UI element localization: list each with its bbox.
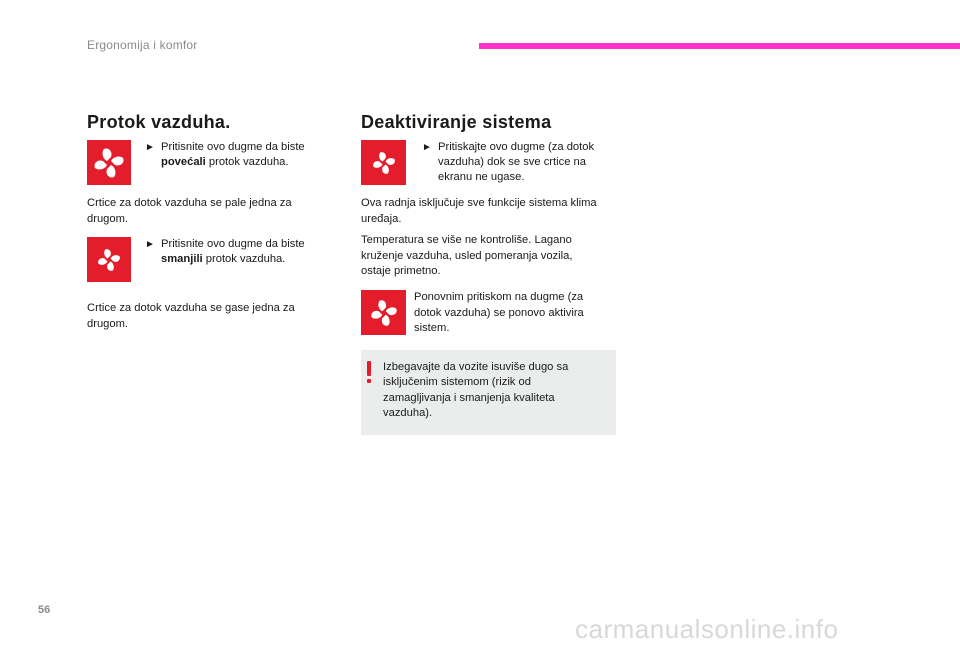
fan-small-icon	[372, 151, 396, 175]
decrease-airflow-text	[145, 237, 326, 267]
header-title: Ergonomija i komfor	[87, 38, 198, 52]
fan-small-icon	[97, 248, 121, 272]
increase-text-before: Pritisnite ovo dugme da biste	[161, 141, 305, 153]
warning-text: Izbegavajte da vozite isuviše dugo sa isključenim sistemom (rizik od zamagljivanja i smanjenja kvaliteta vazduha).	[383, 361, 569, 419]
decrease-text-after: protok vazduha.	[202, 253, 286, 265]
section-title-deactivate: Deaktiviranje sistema	[361, 112, 552, 132]
watermark: carmanualsonline.info	[575, 614, 839, 644]
increase-text-after: protok vazduha.	[205, 156, 289, 168]
page-number: 56	[38, 604, 51, 616]
decrease-bold: smanjili	[161, 253, 203, 265]
deactivate-text-content: Pritiskajte ovo dugme (za dotok vazduha) dok se sve crtice na ekranu ne ugase.	[438, 141, 595, 183]
section-title-airflow: Protok vazduha.	[87, 112, 231, 132]
paragraph-bars-off: Crtice za dotok vazduha se gase jedna za drugom.	[87, 302, 295, 330]
arrow-bullet-icon: ►	[145, 142, 155, 153]
arrow-bullet-icon: ►	[422, 142, 432, 153]
decrease-airflow-button[interactable]	[87, 237, 131, 282]
fan-large-icon	[93, 147, 125, 179]
increase-airflow-text	[145, 140, 326, 170]
decrease-text-before: Pritisnite ovo dugme da biste	[161, 238, 305, 250]
paragraph-temperature: Temperatura se više ne kontroliše. Lagano kruženje vazduha, usled pomeranja vozila, ostaje primetno.	[361, 234, 573, 277]
deactivate-airflow-button[interactable]	[361, 140, 406, 185]
arrow-bullet-icon: ►	[145, 239, 155, 250]
increase-airflow-button[interactable]	[87, 140, 131, 185]
warning-exclamation-icon	[367, 361, 372, 383]
header-accent-bar	[479, 43, 960, 49]
reactivate-text: Ponovnim pritiskom na dugme (za dotok vazduha) se ponovo aktivira sistem.	[414, 291, 584, 334]
deactivate-text	[422, 140, 613, 185]
paragraph-system-off: Ova radnja isključuje sve funkcije sistema klima uređaja.	[361, 197, 597, 225]
fan-medium-icon	[370, 299, 398, 327]
paragraph-bars-light: Crtice za dotok vazduha se pale jedna za drugom.	[87, 197, 292, 225]
increase-bold: povećali	[161, 156, 206, 168]
reactivate-airflow-button[interactable]	[361, 290, 406, 335]
